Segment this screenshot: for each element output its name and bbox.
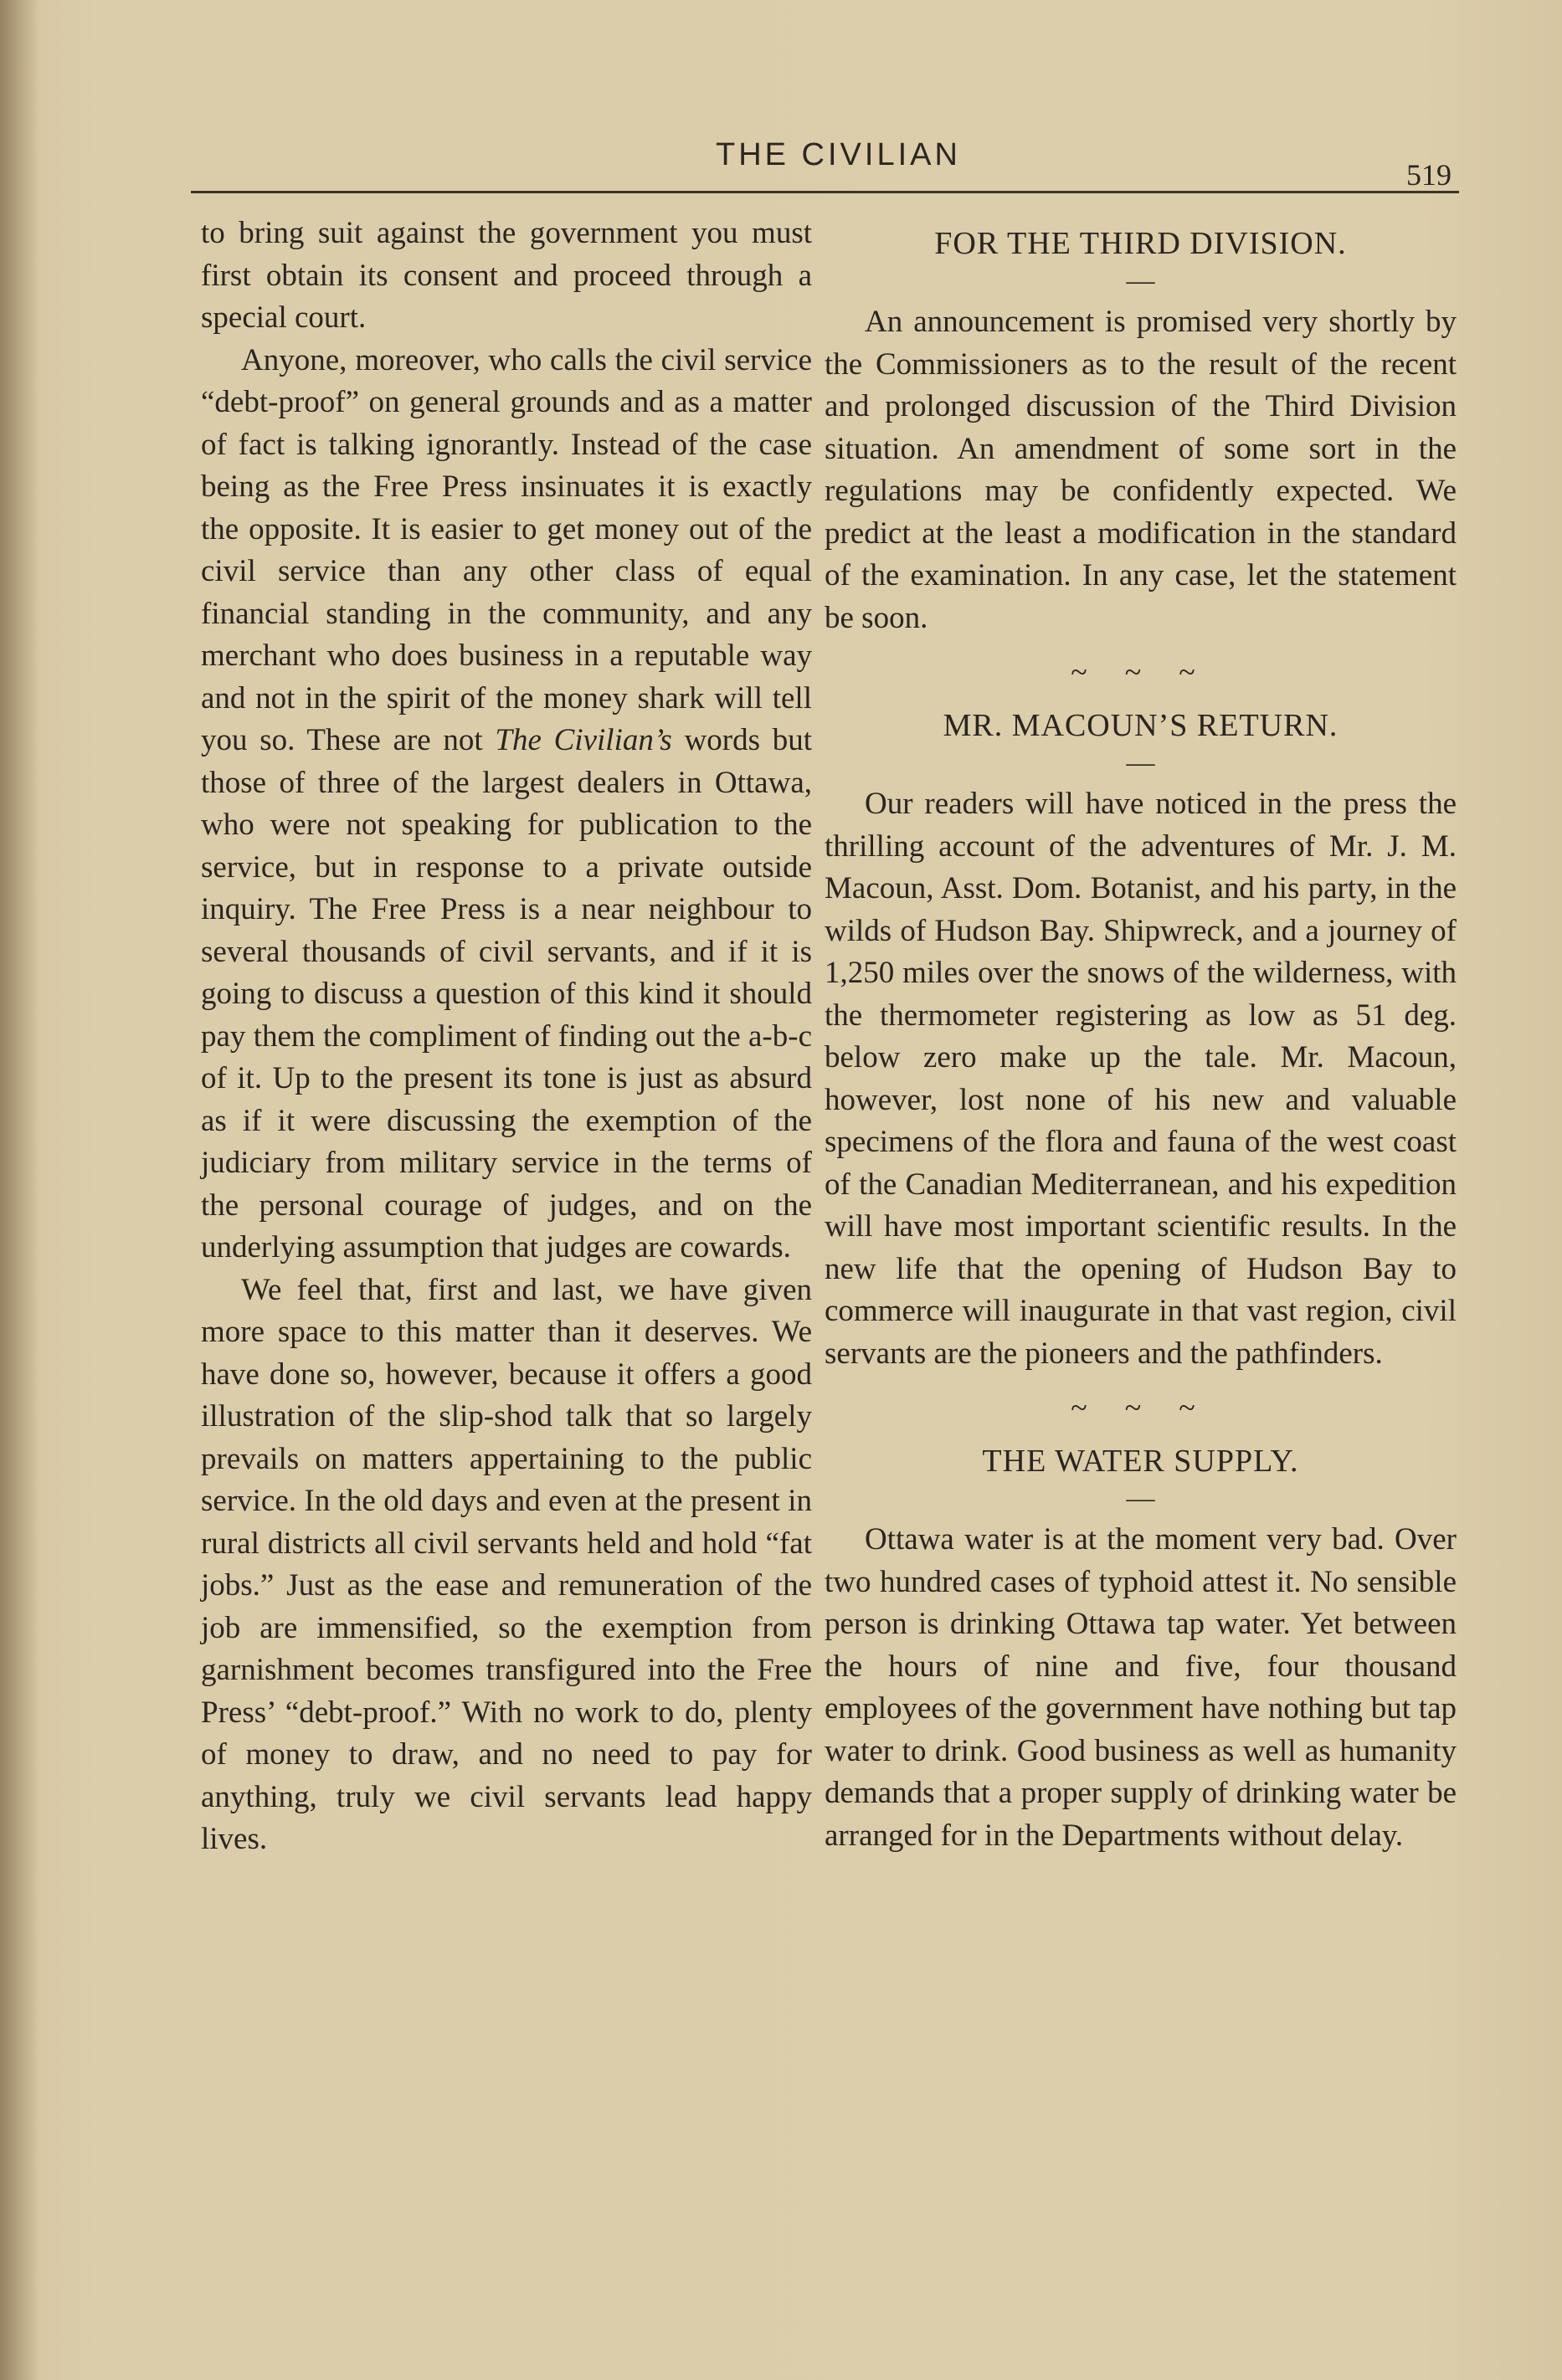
article-heading: MR. MACOUN’S RETURN.	[943, 708, 1338, 743]
heading-dash: —	[1126, 1483, 1155, 1514]
page-number: 519	[1406, 158, 1452, 192]
binding-shadow	[0, 0, 40, 2380]
article-third-division	[825, 223, 1457, 639]
paragraph: to bring suit against the government you must first obtain its consent and proceed through a special court.	[201, 216, 812, 335]
paragraph-text: words but those of three of the largest dealers in Ottawa, who were not speaking for publication to the service, but in response to a private outside inquiry. The Free Press is a near neighbour to several thousands of civil servants, and if it is going to discuss a question of this kind it should pay them the compliment of finding out the a-b-c of it. Up to the present its tone is just as absurd as if it were discussing the exemption of the judiciary from military service in the terms of the personal courage of judges, and on the underlying assumption that judges are cowards.	[201, 723, 813, 1264]
italic-publication-name: The Civilian’s	[495, 723, 672, 757]
ornament-divider: ~ ~ ~	[1071, 655, 1210, 689]
article-macoun-return	[825, 705, 1457, 1375]
article-water-supply	[825, 1440, 1457, 1857]
article-body: An announcement is promised very shortly by the Commissioners as to the result of the recent and prolonged discussion of the Third Division situation. An amendment of some sort in the regulations may be confidently expected. We predict at the least a modification in the standard of the examination. In any case, let the statement be soon.	[825, 305, 1457, 635]
article-heading: FOR THE THIRD DIVISION.	[934, 226, 1347, 261]
article-heading: THE WATER SUPPLY.	[982, 1444, 1299, 1479]
paragraph-text: Anyone, moreover, who calls the civil service “debt-proof” on general grounds and as a matter of fact is talking ignorantly. Instead of the case being as the Free Press insinuates it is exactly the opposite. It is easier to get money out of the civil service than any other class of equal financial standing in the community, and any merchant who does business in a reputable way and not in the spirit of the money shark will tell you so. These are not	[201, 342, 812, 757]
paragraph: We feel that, first and last, we have given more space to this matter than it deserves. We have done so, however, because it offers a good illustration of the slip-shod talk that so largely prevails on matters appertaining to the public service. In the old days and even at the present in rural districts all civil servants held and hold “fat jobs.” Just as the ease and remuneration of the job are immensified, so the exemption from garnishment becomes transfigured into the Free Press’ “debt-proof.” With no work to do, plenty of money to draw, and no need to pay for anything, truly we civil servants lead happy lives.	[201, 1272, 812, 1856]
right-column	[825, 223, 1457, 1857]
header-rule	[191, 191, 1459, 193]
article-body: Ottawa water is at the moment very bad. Over two hundred cases of typhoid attest it. No sensible person is drinking Ottawa tap water. Yet between the hours of nine and five, four thousand employees of the government have nothing but tap water to drink. Good business as well as humanity demands that a proper supply of drinking water be arranged for in the Departments without delay.	[825, 1522, 1457, 1853]
running-head: THE CIVILIAN	[716, 137, 961, 172]
heading-dash: —	[1126, 747, 1155, 778]
left-column	[201, 213, 812, 1861]
article-body: Our readers will have noticed in the press the thrilling account of the adventures of Mr. J. M. Macoun, Asst. Dom. Botanist, and his party, in the wilds of Hudson Bay. Shipwreck, and a journey of 1,250 miles over the snows of the wilderness, with the thermometer registering as low as 51 deg. below zero make up the tale. Mr. Macoun, however, lost none of his new and valuable specimens of the flora and fauna of the west coast of the Canadian Mediterranean, and his expedition will have most important scientific results. In the new life that the opening of Hudson Bay to commerce will inaugurate in that vast region, civil servants are the pioneers and the pathfinders.	[825, 787, 1457, 1371]
heading-dash: —	[1126, 265, 1155, 296]
paragraph	[201, 340, 812, 1270]
ornament-divider: ~ ~ ~	[1071, 1391, 1210, 1424]
